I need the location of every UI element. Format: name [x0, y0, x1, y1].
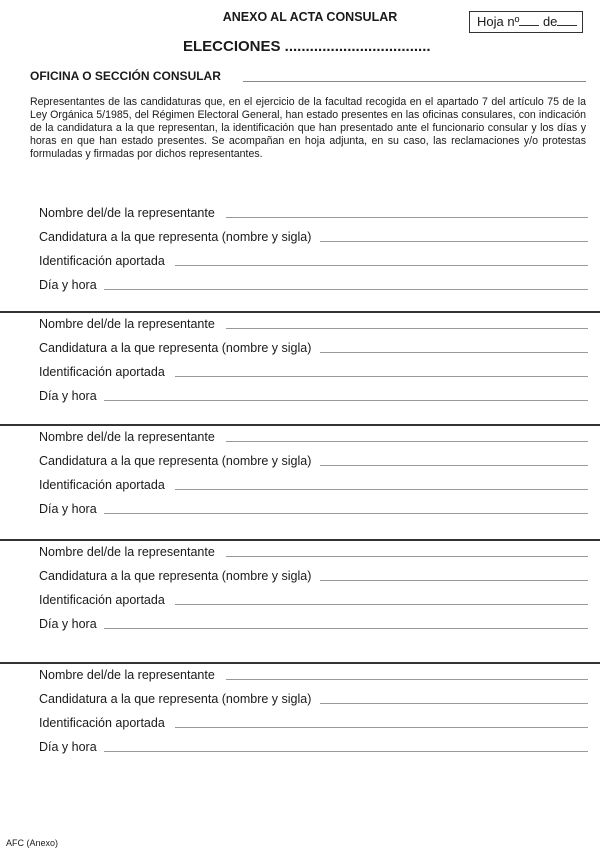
identification-label: Identificación aportada — [39, 478, 165, 492]
candidacy-input-line[interactable] — [320, 241, 588, 242]
representative-name-field — [39, 430, 588, 444]
representative-block — [0, 539, 600, 637]
candidacy-input-line[interactable] — [320, 465, 588, 466]
representative-block — [0, 424, 600, 522]
identification-field — [39, 365, 588, 379]
candidacy-input-line[interactable] — [320, 352, 588, 353]
representative-name-field — [39, 206, 588, 220]
representative-name-label: Nombre del/de la representante — [39, 668, 215, 682]
representative-name-field — [39, 317, 588, 331]
footer-code: AFC (Anexo) — [6, 838, 59, 848]
candidacy-field — [39, 230, 588, 244]
intro-paragraph: Representantes de las candidaturas que, en el ejercicio de la facultad recogida en el apartado 7 del artículo 75 de la Ley Orgánica 5/1985, del Régimen Electoral General, han estado presentes en las oficinas consulares, con indicación de la candidatura a la que representan, la identificación que han presentado ante el funcionario consular y los días y horas en que han estado presentes. Se acompañan en hoja adjunta, en su caso, las reclamaciones y/o protestas formuladas y firmadas por dichos representantes. — [30, 96, 586, 160]
sheet-of-label: de — [542, 14, 558, 29]
day-time-field — [39, 502, 588, 516]
representative-name-field — [39, 668, 588, 682]
candidacy-input-line[interactable] — [320, 580, 588, 581]
candidacy-label: Candidatura a la que representa (nombre y sigla) — [39, 341, 312, 355]
day-time-field — [39, 740, 588, 754]
day-time-label: Día y hora — [39, 389, 97, 403]
elections-title: ELECCIONES ................................... — [183, 38, 431, 55]
representative-name-label: Nombre del/de la representante — [39, 545, 215, 559]
annex-title: ANEXO AL ACTA CONSULAR — [222, 10, 398, 24]
sheet-number-blank[interactable] — [519, 13, 539, 26]
representative-block — [0, 311, 600, 409]
office-row — [30, 69, 586, 83]
candidacy-label: Candidatura a la que representa (nombre y sigla) — [39, 454, 312, 468]
candidacy-input-line[interactable] — [320, 703, 588, 704]
identification-label: Identificación aportada — [39, 254, 165, 268]
day-time-label: Día y hora — [39, 740, 97, 754]
identification-input-line[interactable] — [175, 604, 588, 605]
identification-label: Identificación aportada — [39, 593, 165, 607]
sheet-number-box — [469, 11, 583, 33]
identification-input-line[interactable] — [175, 265, 588, 266]
candidacy-field — [39, 454, 588, 468]
day-time-label: Día y hora — [39, 502, 97, 516]
candidacy-label: Candidatura a la que representa (nombre y sigla) — [39, 692, 312, 706]
day-time-input-line[interactable] — [104, 513, 588, 514]
day-time-field — [39, 389, 588, 403]
identification-input-line[interactable] — [175, 727, 588, 728]
identification-label: Identificación aportada — [39, 716, 165, 730]
representative-block — [0, 200, 600, 296]
representative-name-field — [39, 545, 588, 559]
day-time-label: Día y hora — [39, 617, 97, 631]
identification-field — [39, 254, 588, 268]
identification-input-line[interactable] — [175, 489, 588, 490]
candidacy-label: Candidatura a la que representa (nombre y sigla) — [39, 569, 312, 583]
candidacy-label: Candidatura a la que representa (nombre y sigla) — [39, 230, 312, 244]
representative-name-label: Nombre del/de la representante — [39, 430, 215, 444]
identification-field — [39, 716, 588, 730]
representative-block — [0, 662, 600, 760]
candidacy-field — [39, 692, 588, 706]
identification-field — [39, 593, 588, 607]
representative-name-input-line[interactable] — [226, 441, 588, 442]
representative-name-label: Nombre del/de la representante — [39, 206, 215, 220]
day-time-input-line[interactable] — [104, 628, 588, 629]
representative-name-label: Nombre del/de la representante — [39, 317, 215, 331]
day-time-field — [39, 278, 588, 292]
day-time-field — [39, 617, 588, 631]
office-input-line[interactable] — [243, 81, 586, 82]
day-time-input-line[interactable] — [104, 751, 588, 752]
identification-input-line[interactable] — [175, 376, 588, 377]
identification-label: Identificación aportada — [39, 365, 165, 379]
representative-name-input-line[interactable] — [226, 556, 588, 557]
day-time-input-line[interactable] — [104, 400, 588, 401]
day-time-label: Día y hora — [39, 278, 97, 292]
day-time-input-line[interactable] — [104, 289, 588, 290]
candidacy-field — [39, 341, 588, 355]
candidacy-field — [39, 569, 588, 583]
identification-field — [39, 478, 588, 492]
representative-name-input-line[interactable] — [226, 217, 588, 218]
office-label: OFICINA O SECCIÓN CONSULAR — [30, 69, 221, 83]
representative-name-input-line[interactable] — [226, 328, 588, 329]
sheet-label: Hoja nº — [477, 14, 520, 29]
sheet-total-blank[interactable] — [557, 13, 577, 26]
representative-name-input-line[interactable] — [226, 679, 588, 680]
